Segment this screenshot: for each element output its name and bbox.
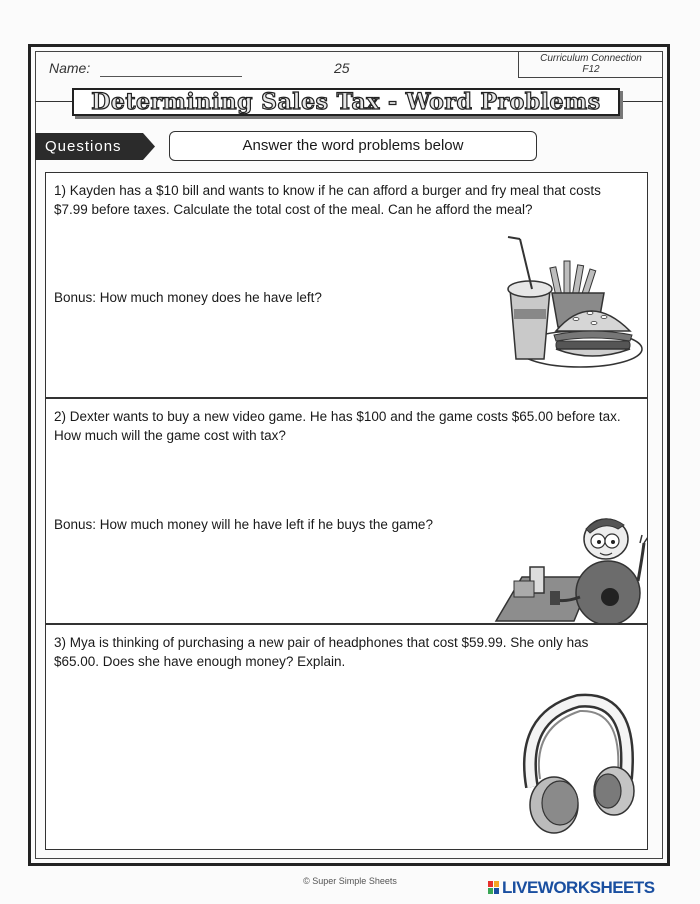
questions-tab-label: Questions [45, 138, 122, 155]
name-input-line[interactable] [100, 76, 242, 77]
liveworksheets-brand[interactable] [488, 878, 655, 898]
liveworksheets-brand-text: LIVEWORKSHEETS [502, 878, 655, 897]
worksheet-number: 25 [334, 60, 350, 76]
instructions-box [169, 131, 537, 161]
headphones-icon [510, 687, 640, 837]
curriculum-connection-label: Curriculum Connection [540, 53, 642, 64]
liveworksheets-logo-icon [488, 881, 500, 895]
page-title: Determining Sales Tax - Word Problems [91, 89, 601, 115]
curriculum-connection-box [518, 51, 663, 78]
instructions-text: Answer the word problems below [242, 137, 464, 154]
footer-copyright: © Super Simple Sheets [303, 876, 397, 886]
bonus-text-1: Bonus: How much money does he have left? [54, 290, 322, 305]
questions-tab [35, 133, 155, 160]
question-box-3 [45, 624, 648, 850]
name-label: Name: [49, 60, 91, 76]
question-text-2: 2) Dexter wants to buy a new video game. He has $100 and the game costs $65.00 before tax. How much will the game cost with tax? [54, 409, 621, 443]
boy-gaming-icon [492, 511, 648, 623]
question-box-2 [45, 398, 648, 624]
bonus-text-2: Bonus: How much money will he have left if he buys the game? [54, 517, 433, 532]
curriculum-connection-code: F12 [582, 64, 600, 75]
question-box-1 [45, 172, 648, 398]
question-text-1: 1) Kayden has a $10 bill and wants to know if he can afford a burger and fry meal that costs $7.99 before taxes. Calculate the total cost of the meal. Can he afford the meal? [54, 183, 601, 217]
title-banner [72, 88, 620, 116]
burger-meal-icon [492, 231, 644, 371]
question-text-3: 3) Mya is thinking of purchasing a new pair of headphones that cost $59.99. She only has $65.00. Does she have enough money? Explain. [54, 635, 589, 669]
